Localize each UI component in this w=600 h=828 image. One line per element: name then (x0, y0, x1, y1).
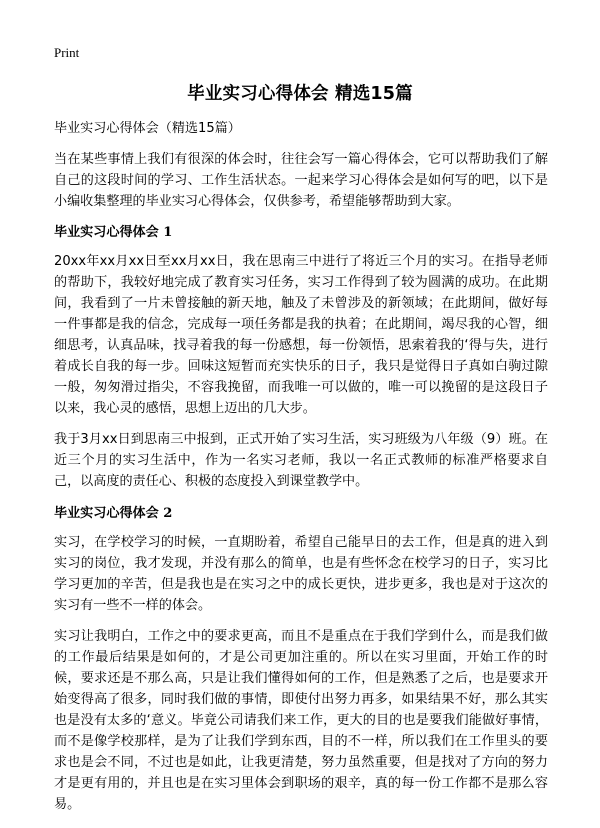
section-2-paragraph-2: 实习让我明白，工作之中的要求更高，而且不是重点在于我们学到什么，而是我们做的工作最后结果是如何的，才是公司更加注重的。所以在实习里面，开始工作的时候，要求还是不那么高，只是让我们懂得如何的工作，但是熟悉了之后，也是要求开始变得高了很多，同时我们做的事情，即使付出努力再多，如果结果不好，那么其实也是没有太多的‘意义。毕竟公司请我们来工作，更大的目的也是要我们能做好事情，而不是像学校那样，是为了让我们学到东西，目的不一样，所以我们在工作里头的要求也是会不同，不过也是如此，让我更清楚，努力虽然重要，但是找对了方向的努力才是更有用的，并且也是在实习里体会到职场的艰辛，真的每一份工作都不是那么容易。 (54, 629, 548, 812)
print-link[interactable]: Print (54, 45, 80, 60)
article-body (54, 118, 548, 825)
article-subtitle: 毕业实习心得体会（精选15篇） (54, 121, 241, 136)
section-heading-1: 毕业实习心得体会 1 (54, 225, 173, 240)
section-1-paragraph-1: 20xx年xx月xx日至xx月xx日，我在思南三中进行了将近三个月的实习。在指导老师的帮助下，我较好地完成了教育实习任务，实习工作得到了较为圆满的成功。在此期间，我看到了一片未曾接触的新天地，触及了未曾涉及的新领域；在此期间，做好每一件事都是我的信念，完成每一项任务都是我的执着；在此期间，竭尽我的心智，细细思考，认真品味，找寻着我的每一份感想，每一份领悟，思索着我的‘得与失，进行着成长自我的每一步。回味这短暂而充实快乐的日子，我只是觉得日子真如白驹过隙一般，匆匆滑过指尖，不容我挽留，而我唯一可以做的，唯一可以挽留的是这段日子以来，我心灵的感悟，思想上迈出的几大步。 (54, 254, 548, 416)
section-1-paragraph-2: 我于3月xx日到思南三中报到，正式开始了实习生活，实习班级为八年级（9）班。在近三个月的实习生活中，作为一名实习老师，我以一名正式教师的标准严格要求自己，以高度的责任心、积极的态度投入到课堂教学中。 (54, 432, 548, 489)
page-title: 毕业实习心得体会 精选15篇 (187, 84, 413, 104)
intro-paragraph: 当在某些事情上我们有很深的体会时，往往会写一篇心得体会，它可以帮助我们了解自己的这段时间的学习、工作生活状态。一起来学习心得体会是如何写的吧，以下是小编收集整理的毕业实习心得体会，仅供参考，希望能够帮助到大家。 (54, 152, 548, 209)
section-2-paragraph-1: 实习，在学校学习的时候，一直期盼着，希望自己能早日的去工作，但是真的进入到实习的岗位，我才发现，并没有那么的简单，也是有些怀念在校学习的日子，实习比学习更加的辛苦，但是我也是在实习之中的成长更快，进步更多，我也是对于这次的实习有一些不一样的体会。 (54, 535, 548, 613)
section-heading-2: 毕业实习心得体会 2 (54, 506, 173, 521)
